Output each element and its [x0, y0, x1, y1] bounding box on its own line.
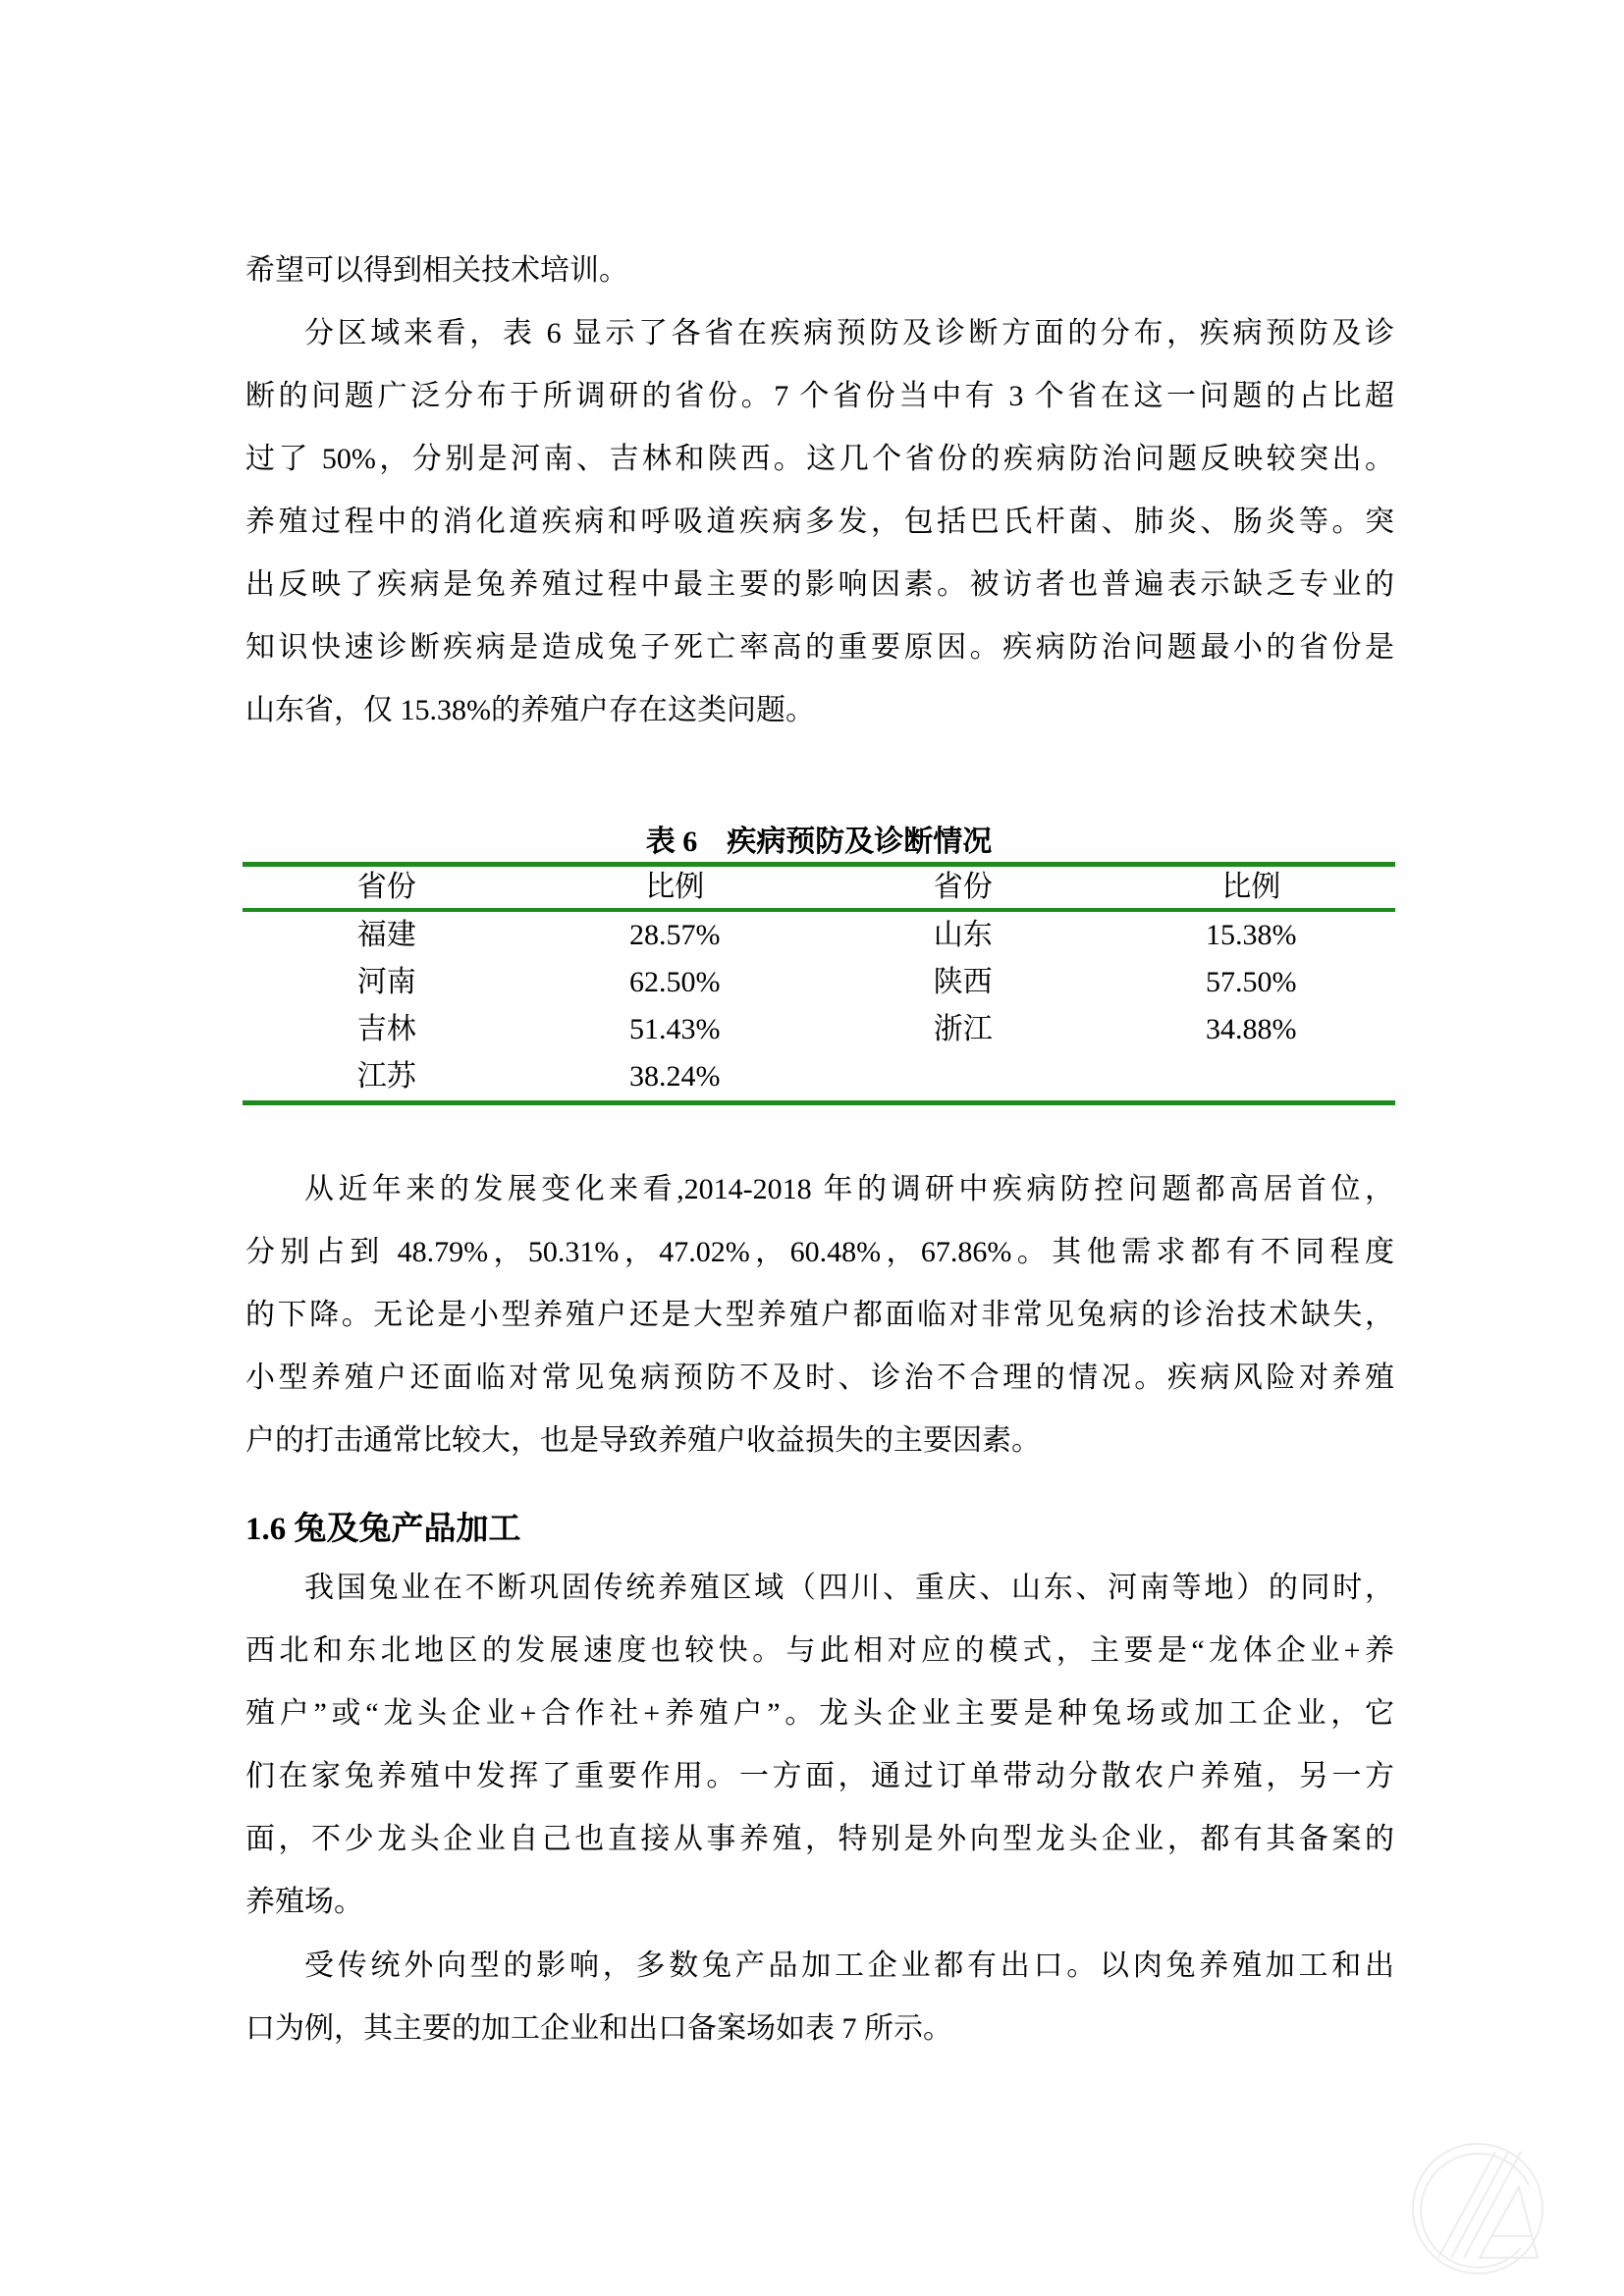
- text-line: 分别占到 48.79%，50.31%，47.02%，60.48%，67.86%。其他需求都有不同程度: [245, 1236, 1394, 1268]
- table-bottom-rule: [243, 1100, 1395, 1105]
- table-header-cell: 省份: [933, 871, 993, 903]
- table-row: [243, 959, 1395, 1006]
- text-line: 养殖场。: [245, 1886, 363, 1918]
- table-cell: 51.43%: [629, 1013, 721, 1045]
- logo-watermark-icon: [1364, 2095, 1592, 2296]
- section-heading: 1.6 兔及兔产品加工: [245, 1512, 521, 1547]
- text-line: 养殖过程中的消化道疾病和呼吸道疾病多发，包括巴氏杆菌、肺炎、肠炎等。突: [245, 506, 1394, 538]
- paragraph-block-3: [245, 1557, 1394, 1934]
- text-line: 的下降。无论是小型养殖户还是大型养殖户都面临对非常见兔病的诊治技术缺失，: [245, 1299, 1394, 1331]
- table-cell: 山东: [933, 919, 993, 951]
- table-cell: 34.88%: [1206, 1013, 1297, 1045]
- text-line: 出反映了疾病是兔养殖过程中最主要的影响因素。被访者也普遍表示缺乏专业的: [245, 568, 1394, 601]
- table-cell: 陕西: [933, 966, 993, 998]
- paragraph-block-1: [245, 240, 1394, 742]
- table-cell: [819, 1053, 1108, 1100]
- text-line: 过了 50%，分别是河南、吉林和陕西。这几个省份的疾病防治问题反映较突出。: [245, 443, 1394, 475]
- table-cell: 河南: [356, 966, 416, 998]
- table-cell: 62.50%: [629, 966, 721, 998]
- text-line: 分区域来看，表 6 显示了各省在疾病预防及诊断方面的分布，疾病预防及诊: [304, 317, 1394, 349]
- table-cell: 江苏: [356, 1060, 416, 1093]
- table-cell: 15.38%: [1206, 919, 1297, 951]
- text-line: 断的问题广泛分布于所调研的省份。7 个省份当中有 3 个省在这一问题的占比超: [245, 380, 1394, 412]
- table-title: 表 6 疾病预防及诊断情况: [645, 826, 993, 858]
- table-cell: 吉林: [356, 1013, 416, 1045]
- text-line: 户的打击通常比较大，也是导致养殖户收益损失的主要因素。: [245, 1424, 1041, 1457]
- text-line: 口为例，其主要的加工企业和出口备案场如表 7 所示。: [245, 2012, 952, 2045]
- table-row: [243, 912, 1395, 959]
- text-line: 从近年来的发展变化来看,2014-2018 年的调研中疾病防控问题都高居首位，: [304, 1173, 1394, 1205]
- table-row: [243, 1006, 1395, 1053]
- paragraph-block-4: [245, 1935, 1394, 2060]
- table-header-cell: 比例: [645, 871, 705, 903]
- text-line: 希望可以得到相关技术培训。: [245, 254, 628, 287]
- table-cell: 福建: [356, 919, 416, 951]
- paragraph-block-2: [245, 1158, 1394, 1472]
- text-line: 知识快速诊断疾病是造成兔子死亡率高的重要原因。疾病防治问题最小的省份是: [245, 631, 1394, 664]
- table-cell: 28.57%: [629, 919, 721, 951]
- text-line: 西北和东北地区的发展速度也较快。与此相对应的模式，主要是“龙体企业+养: [245, 1634, 1394, 1667]
- text-line: 们在家兔养殖中发挥了重要作用。一方面，通过订单带动分散农户养殖，另一方: [245, 1760, 1394, 1792]
- text-line: 受传统外向型的影响，多数兔产品加工企业都有出口。以肉兔养殖加工和出: [304, 1949, 1394, 1982]
- table-cell: 浙江: [933, 1013, 993, 1045]
- table-cell: [1108, 1053, 1396, 1100]
- table-cell: 38.24%: [629, 1060, 721, 1093]
- text-line: 小型养殖户还面临对常见兔病预防不及时、诊治不合理的情况。疾病风险对养殖: [245, 1362, 1394, 1394]
- table-row: [243, 1053, 1395, 1100]
- table-cell: 57.50%: [1206, 966, 1297, 998]
- text-line: 我国兔业在不断巩固传统养殖区域（四川、重庆、山东、河南等地）的同时，: [304, 1572, 1394, 1604]
- table-header-cell: 比例: [1221, 871, 1281, 903]
- text-line: 殖户”或“龙头企业+合作社+养殖户”。龙头企业主要是种兔场或加工企业，它: [245, 1697, 1394, 1730]
- text-line: 面，不少龙头企业自己也直接从事养殖，特别是外向型龙头企业，都有其备案的: [245, 1823, 1394, 1855]
- table-header-cell: 省份: [356, 871, 416, 903]
- table-header-row: [243, 867, 1395, 908]
- text-line: 山东省，仅 15.38%的养殖户存在这类问题。: [245, 694, 815, 726]
